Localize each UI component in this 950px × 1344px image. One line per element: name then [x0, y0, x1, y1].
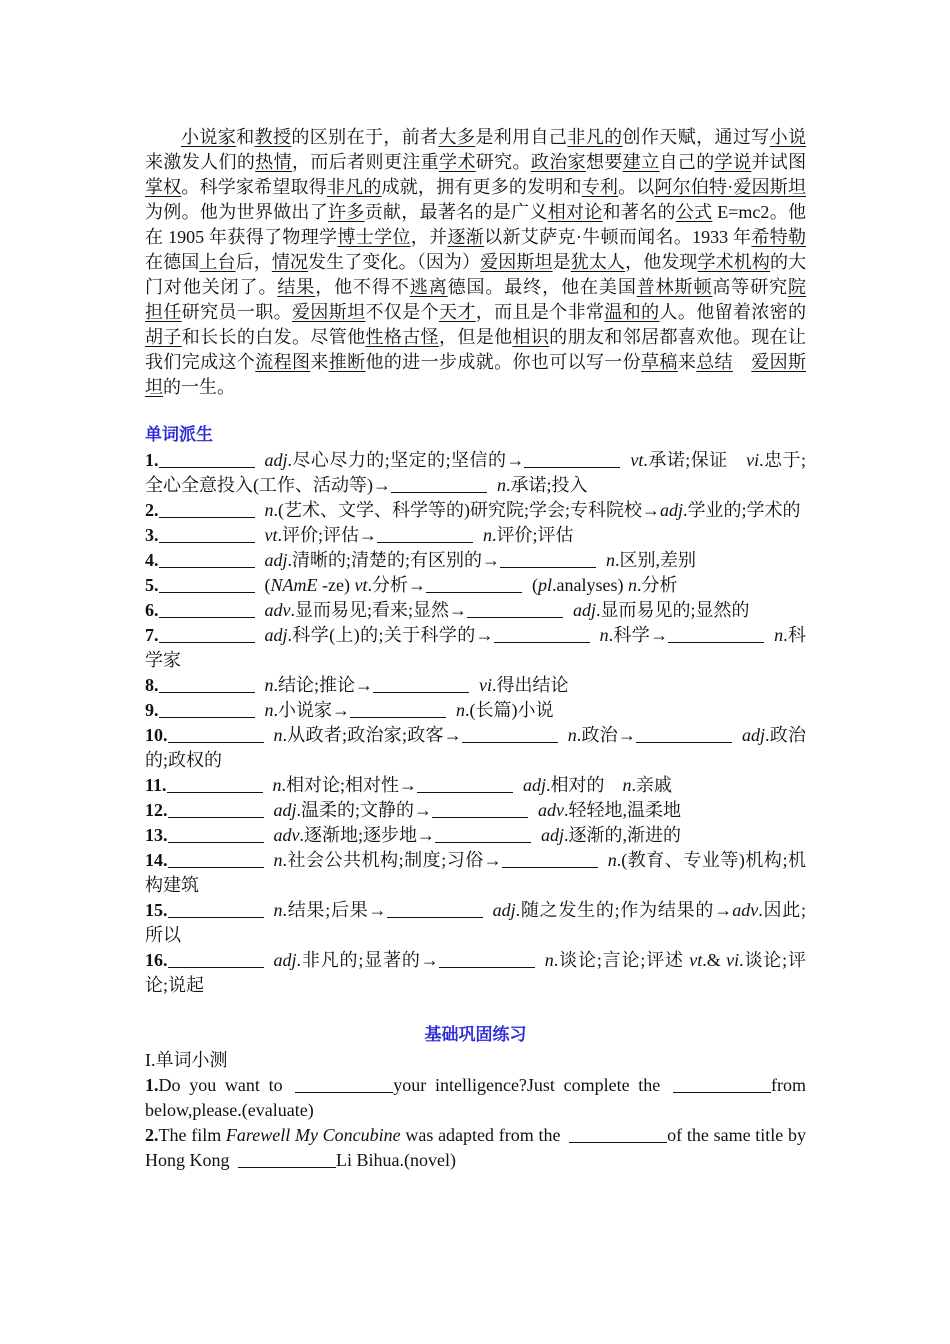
underlined-term: 爱因斯坦	[480, 252, 553, 272]
item-text: .(艺术、文学、科学等的)研究院;学会;专科院校→	[273, 500, 660, 520]
answer-blank[interactable]	[668, 624, 764, 643]
italic-text: vi	[746, 450, 760, 470]
passage-text: 自己的	[659, 152, 715, 172]
italic-text: adj	[273, 800, 297, 820]
item-text: .区别,差别	[615, 550, 697, 570]
italic-text: n	[273, 900, 283, 920]
underlined-term: 相识	[512, 327, 550, 347]
section-title-basic-practice: 基础巩固练习	[424, 1025, 527, 1045]
underlined-term: 爱因斯坦	[291, 302, 366, 322]
item-text: .承诺;保证	[643, 450, 747, 470]
item-text: .分析→	[367, 575, 426, 595]
answer-blank[interactable]	[524, 449, 620, 468]
item-number: 6.	[145, 600, 159, 620]
item-text: .清晰的;清楚的;有区别的→	[287, 550, 501, 570]
item-text: .亲戚	[631, 775, 673, 795]
item-text: .谈论;评论;说起	[145, 950, 806, 995]
item-text: (	[264, 575, 271, 595]
underlined-term: 情况	[271, 252, 309, 272]
item-text: Do you want to	[158, 1075, 292, 1095]
underlined-term: 胡子	[145, 327, 182, 347]
underlined-term: 阿尔伯特·爱因斯坦	[654, 177, 807, 197]
passage-text: 想要	[585, 152, 623, 172]
italic-text: n	[622, 775, 632, 795]
passage-text: ，而后者则更注重	[291, 152, 439, 172]
underlined-term: 热情	[255, 152, 292, 172]
item-text: .轻轻地,温柔地	[564, 800, 682, 820]
answer-blank[interactable]	[159, 674, 255, 693]
vocabulary-item	[145, 698, 806, 723]
underlined-term: 学说	[714, 152, 752, 172]
item-text: .analyses)	[551, 575, 628, 595]
passage-text	[733, 352, 751, 372]
underlined-term: 非凡的	[326, 177, 382, 197]
underlined-term: 相对论	[547, 202, 603, 222]
item-text: The film	[158, 1125, 226, 1145]
section-title-word-derivation: 单词派生	[145, 425, 213, 445]
item-text: .显而易见的;显然的	[596, 600, 750, 620]
italic-text: vt	[354, 575, 368, 595]
underlined-term: 希特勒	[751, 227, 807, 247]
vocabulary-item	[145, 673, 806, 698]
passage-text: 和著名的	[602, 202, 676, 222]
passage-text: 德国。最终，他在美国	[447, 277, 637, 297]
item-number: 4.	[145, 550, 159, 570]
answer-blank[interactable]	[159, 524, 255, 543]
passage-text: 的大门对他关闭了。	[145, 252, 807, 297]
item-number: 3.	[145, 525, 159, 545]
italic-text: n	[774, 625, 784, 645]
item-text: .评价;评估→	[277, 525, 378, 545]
vocabulary-item	[145, 623, 806, 673]
item-text: .科学家	[145, 625, 807, 670]
italic-text: adj	[492, 900, 516, 920]
answer-blank[interactable]	[168, 849, 264, 868]
passage-text: ，他不得不	[315, 277, 410, 297]
answer-blank[interactable]	[432, 799, 528, 818]
underlined-term: 上台	[199, 252, 236, 272]
answer-blank[interactable]	[435, 824, 531, 843]
underlined-term: 小说家	[181, 127, 237, 147]
document-page	[145, 125, 806, 1173]
item-text: (	[531, 575, 538, 595]
passage-text: 研究。	[475, 152, 531, 172]
answer-blank[interactable]	[467, 599, 563, 618]
item-text: .谈论;言论;评述	[553, 950, 690, 970]
item-text: .政治的;政权的	[145, 725, 806, 770]
answer-blank[interactable]	[168, 724, 264, 743]
underlined-term: 推断	[328, 352, 366, 372]
vocabulary-item	[145, 848, 806, 898]
underlined-term: 犹太人	[570, 252, 626, 272]
item-number: 5.	[145, 575, 159, 595]
answer-blank[interactable]	[417, 774, 513, 793]
passage-text: ，他发现	[625, 252, 698, 272]
item-text: .结论;推论→	[273, 675, 374, 695]
passage-text: 他的进一步成就。你也可以写一份	[365, 352, 642, 372]
underlined-term: 普林斯顿	[636, 277, 713, 297]
item-text: .&	[702, 950, 727, 970]
item-number: 1.	[145, 1075, 159, 1095]
answer-blank[interactable]	[391, 474, 487, 493]
item-text: .从政者;政治家;政客→	[282, 725, 462, 745]
passage-text: 是利用自己	[475, 127, 568, 147]
item-number: 14.	[145, 850, 168, 870]
underlined-term: 建立	[622, 152, 660, 172]
exercise-list	[145, 1073, 806, 1173]
item-text: .政治→	[576, 725, 636, 745]
italic-text: pl	[537, 575, 552, 595]
answer-blank[interactable]	[494, 624, 590, 643]
item-number: 8.	[145, 675, 159, 695]
passage-text: 来激发人们的	[145, 152, 256, 172]
underlined-term: 性格古怪	[365, 327, 439, 347]
item-text: .分析	[636, 575, 678, 595]
answer-blank[interactable]	[502, 849, 598, 868]
answer-blank[interactable]	[159, 549, 255, 568]
item-text: .科学→	[608, 625, 669, 645]
answer-blank[interactable]	[167, 774, 263, 793]
passage-text: 并试图	[751, 152, 807, 172]
answer-blank[interactable]	[168, 824, 264, 843]
italic-text: adv	[264, 600, 291, 620]
item-number: 1.	[145, 450, 159, 470]
exercise-item	[145, 1073, 806, 1123]
italic-text: adv	[732, 900, 759, 920]
item-number: 2.	[145, 500, 159, 520]
vocabulary-item	[145, 798, 806, 823]
underlined-term: 小说	[769, 127, 807, 147]
italic-text: Farewell My Concubine	[225, 1125, 401, 1145]
item-text: .(长篇)小说	[465, 700, 554, 720]
item-text: was adapted from the	[400, 1125, 566, 1145]
vocabulary-item	[145, 548, 806, 573]
passage-text: 不仅是个	[365, 302, 439, 322]
passage-text: 。科学家希望取得	[181, 177, 327, 197]
italic-text: n	[544, 950, 554, 970]
item-number: 13.	[145, 825, 168, 845]
item-text: .显而易见;看来;显然→	[290, 600, 468, 620]
italic-text: n	[627, 575, 637, 595]
passage-text: 以新艾萨克·牛顿而闻名。1933 年	[484, 227, 752, 247]
answer-blank[interactable]	[350, 699, 446, 718]
italic-text: n	[273, 850, 283, 870]
passage-text: 为例。他为世界做出了	[145, 202, 329, 222]
answer-blank[interactable]	[636, 724, 732, 743]
underlined-term: 担任	[145, 302, 182, 322]
underlined-term: 草稿	[641, 352, 678, 372]
item-text: .小说家→	[273, 700, 350, 720]
italic-text: adj	[264, 450, 288, 470]
underlined-term: 学术	[438, 152, 476, 172]
passage-text: ，而且是个非常	[475, 302, 605, 322]
answer-blank[interactable]	[462, 724, 558, 743]
passage-text: 研究员一职。	[181, 302, 292, 322]
vocabulary-item	[145, 823, 806, 848]
answer-blank[interactable]	[159, 449, 255, 468]
italic-text: NAmE	[270, 575, 318, 595]
item-text: Li Bihua.(novel)	[336, 1150, 456, 1170]
underlined-term: 博士学位	[337, 227, 411, 247]
vocabulary-item	[145, 598, 806, 623]
subsection-title-word-quiz: I.单词小测	[145, 1050, 228, 1070]
underlined-term: 逐渐	[447, 227, 485, 247]
italic-text: n	[264, 675, 274, 695]
vocabulary-item	[145, 723, 806, 773]
answer-blank[interactable]	[159, 624, 255, 643]
item-text: .得出结论	[492, 675, 569, 695]
underlined-term: 天才	[438, 302, 476, 322]
italic-text: adv	[273, 825, 300, 845]
italic-text: adj	[264, 625, 288, 645]
italic-text: n	[264, 700, 274, 720]
passage-text: E=mc2。他在 1905 年获得了物理学	[145, 202, 807, 247]
item-text: .相对论;相对性→	[281, 775, 418, 795]
italic-text: adj	[573, 600, 597, 620]
answer-blank[interactable]	[373, 674, 469, 693]
italic-text: vi	[479, 675, 493, 695]
underlined-term: 公式	[675, 202, 713, 222]
italic-text: vt	[264, 525, 278, 545]
underlined-term: 结果	[277, 277, 316, 297]
passage-text: 在德国	[145, 252, 200, 272]
passage-text: 的朋友和邻居都喜欢他。现在让我们完成这个	[145, 327, 807, 372]
vocabulary-item	[145, 573, 806, 598]
passage-text: 后，	[235, 252, 272, 272]
underlined-term: 非凡的	[567, 127, 623, 147]
underlined-term: 大多	[438, 127, 476, 147]
passage-text: 创作天赋，通过写	[622, 127, 770, 147]
item-text: -ze)	[317, 575, 355, 595]
item-text: your intelligence?Just complete the	[393, 1075, 669, 1095]
item-number: 15.	[145, 900, 168, 920]
passage-text: 人。他留着浓密的	[659, 302, 807, 322]
underlined-term: 流程图	[255, 352, 311, 372]
item-text: .非凡的;显著的→	[296, 950, 439, 970]
item-number: 12.	[145, 800, 168, 820]
underlined-term: 逃离	[409, 277, 448, 297]
italic-text: n	[264, 500, 274, 520]
item-text: .忠于;全心全意投入(工作、活动等)→	[145, 450, 806, 495]
answer-blank[interactable]	[387, 899, 483, 918]
answer-blank[interactable]	[159, 599, 255, 618]
passage-text: 的一生。	[163, 377, 235, 397]
answer-blank[interactable]	[168, 949, 264, 968]
italic-text: vt	[689, 950, 703, 970]
vocabulary-item	[145, 448, 806, 498]
passage-text: 成就，拥有更多的发明和	[381, 177, 582, 197]
italic-text: adj	[523, 775, 547, 795]
item-text: .(教育、专业等)机构;机构建筑	[145, 850, 806, 895]
item-text: .温柔的;文静的→	[296, 800, 433, 820]
passage-text: 是	[552, 252, 571, 272]
vocabulary-list	[145, 448, 806, 998]
vocabulary-item	[145, 773, 806, 798]
underlined-term: 掌权	[145, 177, 182, 197]
item-text: .社会公共机构;制度;习俗→	[282, 850, 502, 870]
underlined-term: 温和的	[604, 302, 660, 322]
passage-text: 来	[677, 352, 697, 372]
passage-text: ，但是他	[438, 327, 513, 347]
answer-blank[interactable]	[439, 949, 535, 968]
item-number: 10.	[145, 725, 168, 745]
passage-text	[806, 277, 824, 297]
underlined-term: 总结	[696, 352, 733, 372]
item-number: 9.	[145, 700, 159, 720]
answer-blank[interactable]	[295, 1074, 393, 1093]
vocabulary-item	[145, 523, 806, 548]
item-number: 2.	[145, 1125, 159, 1145]
underlined-term: 院	[788, 277, 807, 297]
italic-text: adj	[264, 550, 288, 570]
answer-blank[interactable]	[159, 499, 255, 518]
passage-text: 发生了变化。（因为）	[308, 252, 481, 272]
item-text: .逐渐地;逐步地→	[299, 825, 436, 845]
passage-text: 和长长的白发。尽管他	[181, 327, 366, 347]
answer-blank[interactable]	[569, 1124, 667, 1143]
item-number: 7.	[145, 625, 159, 645]
italic-text: adj	[541, 825, 565, 845]
passage-text: 高等研究	[712, 277, 789, 297]
item-text: .因此;所以	[145, 900, 806, 945]
passage-text: 贡献，最著名的是广义	[364, 202, 548, 222]
italic-text: vt	[630, 450, 644, 470]
underlined-term: 专利	[581, 177, 619, 197]
passage-text: ，并	[410, 227, 448, 247]
item-text: .科学(上)的;关于科学的→	[287, 625, 494, 645]
item-text: .评价;评估	[492, 525, 574, 545]
italic-text: n	[606, 550, 616, 570]
italic-text: n	[599, 625, 609, 645]
item-text: .结果;后果→	[282, 900, 387, 920]
item-text: of the same title by Hong Kong	[145, 1125, 806, 1170]
item-text: .相对的	[546, 775, 623, 795]
underlined-term: 爱因斯坦	[145, 352, 807, 397]
answer-blank[interactable]	[168, 799, 264, 818]
item-text: .学业的;学术的	[683, 500, 801, 520]
vocabulary-item	[145, 948, 806, 998]
italic-text: adj	[741, 725, 765, 745]
item-text: .逐渐的,渐进的	[564, 825, 682, 845]
item-text: from below,please.(evaluate)	[145, 1075, 806, 1120]
underlined-term: 政治家	[530, 152, 586, 172]
passage-text: 的区别在于，前者	[291, 127, 439, 147]
italic-text: n	[273, 725, 283, 745]
answer-blank[interactable]	[377, 524, 473, 543]
underlined-term: 教授	[254, 127, 292, 147]
vocabulary-item	[145, 898, 806, 948]
italic-text: n	[456, 700, 465, 720]
item-number: 11.	[145, 775, 167, 795]
answer-blank[interactable]	[159, 574, 255, 593]
answer-blank[interactable]	[168, 899, 264, 918]
answer-blank[interactable]	[238, 1149, 336, 1168]
italic-text: adj	[273, 950, 297, 970]
item-number: 16.	[145, 950, 168, 970]
vocabulary-item	[145, 498, 806, 523]
italic-text: adj	[660, 500, 684, 520]
passage-paragraph	[145, 125, 806, 400]
answer-blank[interactable]	[159, 699, 255, 718]
answer-blank[interactable]	[673, 1074, 771, 1093]
italic-text: n	[607, 850, 617, 870]
item-text: .承诺;投入	[506, 475, 588, 495]
italic-text: vi	[726, 950, 740, 970]
item-text: .随之发生的;作为结果的→	[515, 900, 733, 920]
passage-text: 。以	[618, 177, 655, 197]
italic-text: n	[497, 475, 506, 495]
answer-blank[interactable]	[426, 574, 522, 593]
item-text: .尽心尽力的;坚定的;坚信的→	[287, 450, 525, 470]
italic-text: n	[567, 725, 577, 745]
underlined-term: 学术机构	[697, 252, 770, 272]
answer-blank[interactable]	[500, 549, 596, 568]
italic-text: n	[272, 775, 282, 795]
underlined-term: 许多	[328, 202, 365, 222]
passage-text: 来	[310, 352, 329, 372]
exercise-item	[145, 1123, 806, 1173]
italic-text: adv	[538, 800, 565, 820]
passage-text: 和	[236, 127, 255, 147]
italic-text: n	[483, 525, 493, 545]
